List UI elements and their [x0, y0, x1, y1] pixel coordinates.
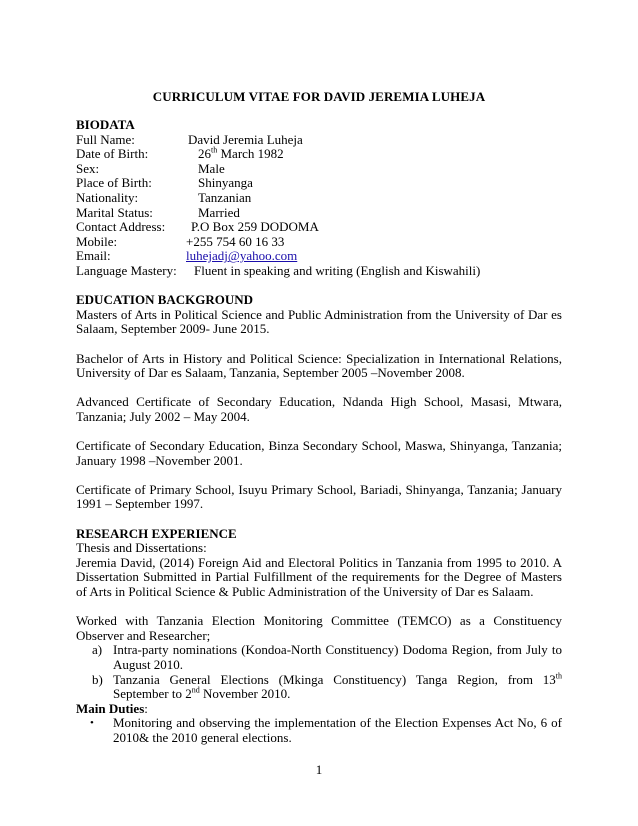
sex-row — [76, 162, 562, 177]
research-heading: RESEARCH EXPERIENCE — [76, 525, 237, 541]
address-label: Contact Address: — [76, 219, 166, 235]
mobile-value: +255 754 60 16 33 — [186, 233, 285, 249]
marital-label: Marital Status: — [76, 204, 153, 220]
bullet-icon: • — [90, 717, 94, 730]
sex-label: Sex: — [76, 160, 100, 176]
list-item-text: Monitoring and observing the implementation of the Election Expenses Act No, 6 of 2010& the 2010 general elections. — [113, 715, 562, 745]
list-item-text: Intra-party nominations (Kondoa-North Constituency) Dodoma Region, from July to August 2010. — [113, 642, 562, 672]
list-item — [76, 673, 562, 702]
biodata-heading: BIODATA — [76, 117, 135, 132]
address-row — [76, 220, 562, 235]
list-item — [76, 716, 562, 745]
education-item: Masters of Arts in Political Science and Public Administration from the University of Dar es Salaam, September 2009- June 2015. — [76, 306, 562, 337]
dob-label: Date of Birth: — [76, 146, 149, 162]
nationality-label: Nationality: — [76, 189, 139, 205]
document-title: CURRICULUM VITAE FOR DAVID JEREMIA LUHEJA — [152, 89, 486, 104]
mobile-label: Mobile: — [76, 233, 118, 249]
full-name-value: David Jeremia Luheja — [188, 131, 303, 147]
list-marker: a) — [92, 642, 103, 658]
pob-row — [76, 176, 562, 191]
pob-value: Shinyanga — [198, 175, 253, 191]
dob-suffix: th — [211, 145, 218, 155]
mobile-row — [76, 235, 562, 250]
page-number: 1 — [315, 762, 323, 777]
language-label: Language Mastery: — [76, 262, 177, 278]
education-heading: EDUCATION BACKGROUND — [76, 292, 254, 308]
education-item: Certificate of Secondary Education, Binza Secondary School, Maswa, Shinyanga, Tanzania; January 1998 –November 2001. — [76, 438, 562, 468]
marital-row — [76, 206, 562, 221]
sex-value: Male — [198, 160, 225, 176]
marital-value: Married — [198, 204, 240, 220]
duties-list — [76, 716, 562, 745]
email-link[interactable]: luhejadj@yahoo.com — [186, 248, 298, 264]
dob-value — [198, 147, 284, 162]
email-row — [76, 249, 562, 264]
education-item: Certificate of Primary School, Isuyu Primary School, Bariadi, Shinyanga, Tanzania; January 1991 – September 1997. — [76, 481, 562, 512]
education-item: Advanced Certificate of Secondary Education, Ndanda High School, Masasi, Mtwara, Tanzania; July 2002 – May 2004. — [76, 394, 562, 424]
full-name-row — [76, 133, 562, 148]
research-subheading: Thesis and Dissertations: — [76, 540, 207, 556]
dissertation-text: Jeremia David, (2014) Foreign Aid and Electoral Politics in Tanzania from 1995 to 2010. A Dissertation Submitted in Partial Fulfillment of the requirements for the Degree of Masters of Arts in Political Science & Public Administration of the University of Dar es Salaam. — [76, 554, 562, 599]
full-name-label: Full Name: — [76, 131, 135, 147]
dob-row — [76, 147, 562, 162]
nationality-row — [76, 191, 562, 206]
language-value: Fluent in speaking and writing (English and Kiswahili) — [194, 262, 481, 278]
list-item-text: Tanzania General Elections (Mkinga Constituency) Tanga Region, from 13th September to 2nd November 2010. — [113, 671, 562, 702]
pob-label: Place of Birth: — [76, 175, 152, 191]
dob-month-year: March 1982 — [217, 146, 284, 162]
document-body — [76, 118, 562, 746]
observer-list — [76, 643, 562, 701]
language-row — [76, 264, 562, 279]
nationality-value: Tanzanian — [198, 189, 252, 205]
email-label: Email: — [76, 248, 111, 264]
temco-intro: Worked with Tanzania Election Monitoring Committee (TEMCO) as a Constituency Observer and Researcher; — [76, 613, 562, 643]
list-item — [76, 643, 562, 672]
education-item: Bachelor of Arts in History and Political Science: Specialization in International Relations, University of Dar es Salaam, Tanzania, September 2005 –November 2008. — [76, 350, 562, 381]
list-marker: b) — [92, 671, 103, 687]
address-value: P.O Box 259 DODOMA — [191, 219, 319, 235]
dob-day: 26 — [198, 146, 211, 162]
main-duties-label: Main Duties: — [76, 700, 148, 716]
